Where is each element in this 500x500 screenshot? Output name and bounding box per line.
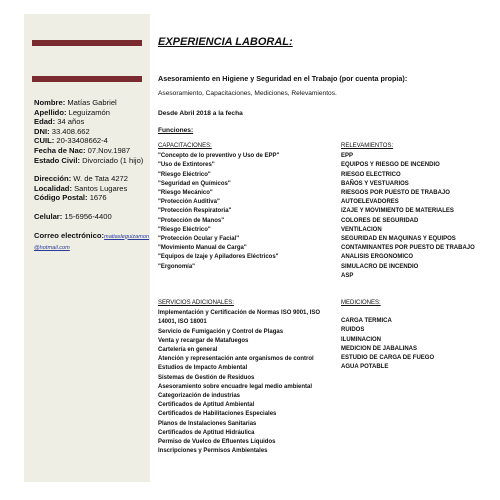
list-item: Asesoramiento sobre encuadre legal medio ambiental xyxy=(158,383,313,390)
list-item: SIMULACRO DE INCENDIO xyxy=(341,263,419,270)
list-item: RIESGOS POR PUESTO DE TRABAJO xyxy=(341,190,450,197)
list-item: ANALISIS ERGONOMICO xyxy=(341,254,414,261)
relevamientos-list xyxy=(341,152,491,281)
list-item: "Movimiento Manual de Carga" xyxy=(158,245,247,252)
list-item: Implementación y Certificación de Normas ISO 9001, ISO 14001, ISO 18001 xyxy=(158,310,321,326)
field-codigo-postal: Código Postal: 1676 xyxy=(34,193,107,203)
list-item: "Concepto de lo preventivo y Uso de EPP" xyxy=(158,153,280,160)
list-item: MEDICION DE JABALINAS xyxy=(341,345,418,352)
list-item: BAÑOS Y VESTUARIOS xyxy=(341,180,409,187)
relevamientos-column xyxy=(341,142,491,281)
list-item: Certificados de Aptitud Ambiental xyxy=(158,402,255,409)
field-nombre: Nombre: Matías Gabriel xyxy=(34,98,117,107)
list-item: SEGURIDAD EN MAQUINAS Y EQUIPOS xyxy=(341,236,456,243)
list-item: IZAJE Y MOVIMIENTO DE MATERIALES xyxy=(341,208,454,215)
personal-info xyxy=(34,98,150,254)
list-item: "Protección Ocular y Facial" xyxy=(158,236,240,243)
list-item: Cartelería en general xyxy=(158,347,218,354)
field-dni: DNI: 33.408.662 xyxy=(34,126,90,136)
field-edad: Edad: 34 años xyxy=(34,117,85,127)
field-celular: Celular: 15-6956-4400 xyxy=(34,211,112,221)
list-item: Permiso de Vuelco de Efluentes Líquidos xyxy=(158,439,276,446)
job-period: Desde Abril 2018 a la fecha xyxy=(158,110,243,117)
job-description: Asesoramiento, Capacitaciones, Mediciones, Relevamientos. xyxy=(158,90,337,97)
email-link[interactable]: matiasleguizamon@hotmail.com xyxy=(34,233,150,252)
field-cuil: CUIL: 20-33408662-4 xyxy=(34,136,108,146)
list-item: Categorización de industrias xyxy=(158,393,241,400)
capacitaciones-column xyxy=(158,142,338,272)
field-correo: Correo electrónico:matiasleguizamon@hotmail.com xyxy=(34,230,150,252)
list-item: RIESGO ELECTRICO xyxy=(341,171,401,178)
list-item: Certificados de Habilitaciones Especiales xyxy=(158,411,277,418)
capacitaciones-header: CAPACITACIONES: xyxy=(158,143,212,149)
list-item: "Protección Auditiva" xyxy=(158,199,220,206)
personal-info-sidebar xyxy=(24,14,150,482)
mediciones-list xyxy=(341,317,491,372)
job-title: Asesoramiento en Higiene y Seguridad en el Trabajo (por cuenta propia): xyxy=(158,74,408,83)
list-item: ESTUDIO DE CARGA DE FUEGO xyxy=(341,355,435,362)
list-item: Venta y recargar de Matafuegos xyxy=(158,337,249,344)
list-item: RUIDOS xyxy=(341,327,365,334)
list-item: Servicio de Fumigación y Control de Plagas xyxy=(158,328,284,335)
list-item: ASP xyxy=(341,272,354,279)
list-item: ILUMINACION xyxy=(341,336,381,343)
mediciones-header: MEDICIONES: xyxy=(341,300,381,306)
field-fecha-nac: Fecha de Nac: 07.Nov.1987 xyxy=(34,145,131,155)
list-item: CONTAMINANTES POR PUESTO DE TRABAJO xyxy=(341,245,475,252)
decorative-bar-top xyxy=(32,40,142,46)
field-apellido: Apellido: Leguizamón xyxy=(34,107,110,117)
list-item: EQUIPOS Y RIESGO DE INCENDIO xyxy=(341,162,440,169)
functions-label: Funciones: xyxy=(158,127,194,134)
decorative-bar-bottom xyxy=(32,76,142,82)
list-item: "Equipos de Izaje y Apiladores Eléctricos" xyxy=(158,254,279,261)
list-item: "Riesgo Mecánico" xyxy=(158,190,213,197)
list-item: "Seguridad en Químicos" xyxy=(158,180,231,187)
capacitaciones-list xyxy=(158,152,338,272)
list-item: Inscripciones y Permisos Ambientales xyxy=(158,448,268,455)
servicios-header: SERVICIOS ADICIONALES: xyxy=(158,300,234,306)
list-item: Planos de Instalaciones Sanitarias xyxy=(158,420,257,427)
list-item: "Riesgo Eléctrico" xyxy=(158,171,211,178)
list-item: COLORES DE SEGURIDAD xyxy=(341,217,419,224)
list-item: "Protección de Manos" xyxy=(158,217,225,224)
servicios-list xyxy=(158,309,338,456)
list-item: VENTILACION xyxy=(341,226,382,233)
field-direccion: Dirección: W. de Tata 4272 xyxy=(34,174,129,184)
list-item: AGUA POTABLE xyxy=(341,364,389,371)
field-estado-civil: Estado Civil: Divorciado (1 hijo) xyxy=(34,155,144,165)
mediciones-column xyxy=(341,299,491,372)
list-item: Atención y representación ante organismos de control xyxy=(158,356,314,363)
servicios-column xyxy=(158,299,338,456)
list-item: AUTOELEVADORES xyxy=(341,199,399,206)
list-item: "Uso de Extintores" xyxy=(158,162,215,169)
field-localidad: Localidad: Santos Lugares xyxy=(34,183,128,193)
list-item: "Ergonomía" xyxy=(158,263,196,270)
list-item: Estudios de Impacto Ambiental xyxy=(158,365,248,372)
list-item: "Protección Respiratoria" xyxy=(158,208,232,215)
list-item: EPP xyxy=(341,153,354,160)
list-item: Certificados de Aptitud Hidráulica xyxy=(158,429,255,436)
list-item: CARGA TERMICA xyxy=(341,318,392,325)
relevamientos-header: RELEVAMIENTOS: xyxy=(341,143,394,149)
list-item: "Riesgo Eléctrico" xyxy=(158,226,211,233)
list-item: Sistemas de Gestión de Residuos xyxy=(158,374,255,381)
section-title: EXPERIENCIA LABORAL: xyxy=(158,36,293,48)
